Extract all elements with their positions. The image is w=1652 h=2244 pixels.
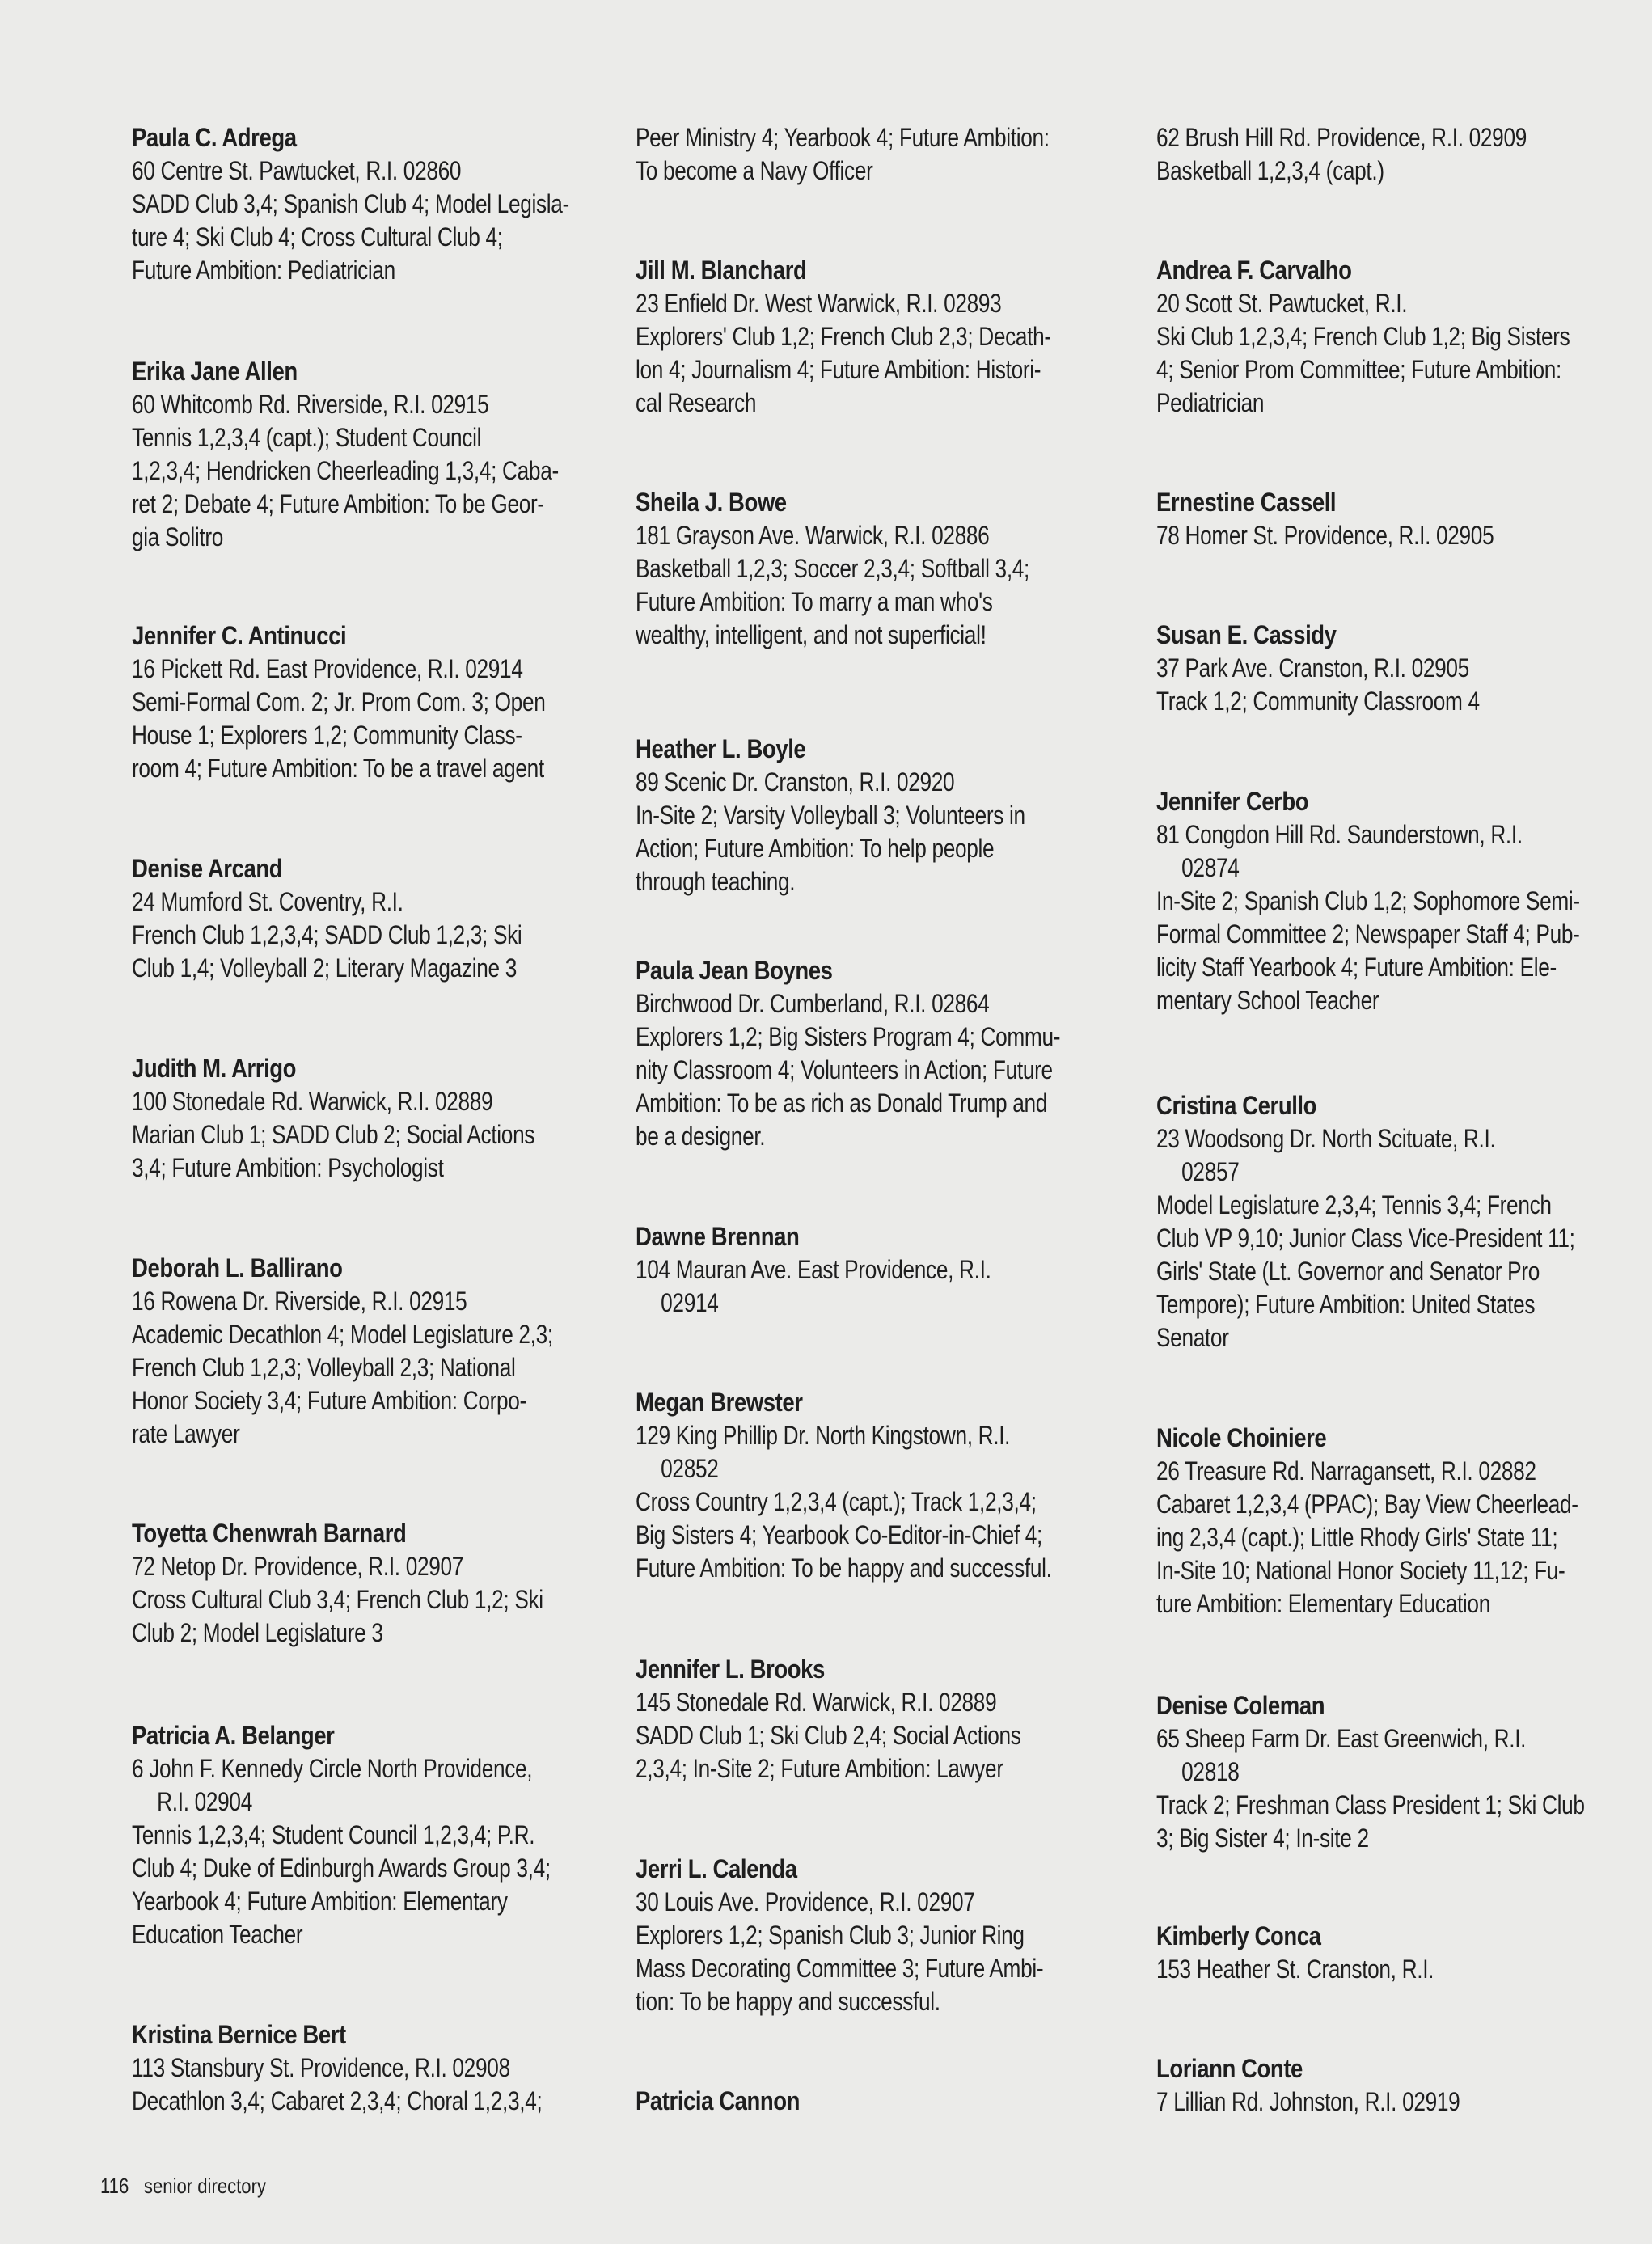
entry-line: 60 Whitcomb Rd. Riverside, R.I. 02915 [132,390,489,419]
entry-line: Track 1,2; Community Classroom 4 [1156,687,1480,716]
entry-line: 16 Pickett Rd. East Providence, R.I. 02914 [132,654,523,683]
student-name: Jennifer L. Brooks [636,1654,825,1684]
entry-line: 65 Sheep Farm Dr. East Greenwich, R.I. [1156,1724,1527,1753]
entry-line: SADD Club 3,4; Spanish Club 4; Model Legisla- [132,189,569,218]
entry-line: 181 Grayson Ave. Warwick, R.I. 02886 [636,521,990,550]
directory-entry [1156,486,1633,552]
student-name: Kristina Bernice Bert [132,2020,346,2049]
entry-line: 7 Lillian Rd. Johnston, R.I. 02919 [1156,2087,1460,2116]
directory-entry [636,1386,1113,1585]
entry-line: French Club 1,2,3; Volleyball 2,3; National [132,1353,516,1382]
entry-line: Tennis 1,2,3,4; Student Council 1,2,3,4; P.R. [132,1820,535,1849]
entry-line: 26 Treasure Rd. Narragansett, R.I. 02882 [1156,1456,1536,1485]
entry-line: 23 Woodsong Dr. North Scituate, R.I. [1156,1124,1496,1153]
directory-entry [132,1052,609,1185]
entry-line: 129 King Phillip Dr. North Kingstown, R.I. [636,1421,1011,1450]
entry-line: 104 Mauran Ave. East Providence, R.I. [636,1255,991,1284]
entry-line: 02852 [661,1454,719,1483]
entry-line: Semi-Formal Com. 2; Jr. Prom Com. 3; Open [132,687,546,716]
directory-entry [1156,785,1633,1017]
entry-line: Club 4; Duke of Edinburgh Awards Group 3,4; [132,1853,551,1883]
entry-line: tion: To be happy and successful. [636,1987,940,2016]
entry-line: Yearbook 4; Future Ambition: Elementary [132,1887,508,1916]
directory-entry [132,1719,609,1951]
entry-line: Senator [1156,1323,1229,1352]
entry-line: 02818 [1181,1757,1240,1786]
student-name: Paula Jean Boynes [636,956,833,985]
entry-line: 89 Scenic Dr. Cranston, R.I. 02920 [636,767,955,797]
entry-line: Cross Country 1,2,3,4 (capt.); Track 1,2,3,4; [636,1487,1037,1516]
entry-line: 30 Louis Ave. Providence, R.I. 02907 [636,1887,975,1916]
entry-line: In-Site 2; Varsity Volleyball 3; Volunteers in [636,801,1025,830]
entry-line: Education Teacher [132,1920,303,1949]
directory-entry [1156,619,1633,718]
entry-line: 113 Stansbury St. Providence, R.I. 02908 [132,2053,510,2082]
entry-line: In-Site 2; Spanish Club 1,2; Sophomore Semi- [1156,886,1580,915]
entry-line: Future Ambition: To be happy and successful. [636,1553,1052,1583]
directory-entry [1156,1689,1633,1855]
entry-line: 6 John F. Kennedy Circle North Providence, [132,1754,533,1783]
entry-line: 23 Enfield Dr. West Warwick, R.I. 02893 [636,289,1002,318]
entry-line: lon 4; Journalism 4; Future Ambition: Histori- [636,355,1041,384]
directory-entry [132,1252,609,1451]
student-name: Denise Arcand [132,854,283,883]
student-name: Susan E. Cassidy [1156,620,1337,649]
entry-line: 37 Park Ave. Cranston, R.I. 02905 [1156,653,1469,682]
student-name: Andrea F. Carvalho [1156,256,1352,285]
entry-line: Mass Decorating Committee 3; Future Ambi- [636,1954,1044,1983]
student-name: Jill M. Blanchard [636,256,807,285]
entry-line: ing 2,3,4 (capt.); Little Rhody Girls' State 11; [1156,1523,1558,1552]
entry-line: 72 Netop Dr. Providence, R.I. 02907 [132,1552,464,1581]
directory-entry [636,954,1113,1153]
entry-line: Future Ambition: Pediatrician [132,256,395,285]
entry-line: 78 Homer St. Providence, R.I. 02905 [1156,521,1494,550]
entry-line: 4; Senior Prom Committee; Future Ambition: [1156,355,1562,384]
student-name: Erika Jane Allen [132,357,298,386]
page-number: 116 [100,2174,129,2198]
student-name: Patricia A. Belanger [132,1721,335,1750]
entry-line: Marian Club 1; SADD Club 2; Social Actions [132,1120,535,1149]
student-name: Jennifer Cerbo [1156,787,1309,816]
student-name: Megan Brewster [636,1388,803,1417]
entry-line: To become a Navy Officer [636,156,873,185]
entry-line: Action; Future Ambition: To help people [636,834,995,863]
entry-line: nity Classroom 4; Volunteers in Action; Future [636,1055,1053,1084]
entry-line: 20 Scott St. Pawtucket, R.I. [1156,289,1408,318]
student-name: Heather L. Boyle [636,734,806,763]
student-name: Jerri L. Calenda [636,1854,797,1883]
entry-line: Explorers 1,2; Big Sisters Program 4; Commu- [636,1022,1061,1051]
directory-entry [132,852,609,985]
directory-entry [1156,121,1633,188]
directory-entry [1156,1920,1633,1986]
directory-entry [132,1517,609,1650]
entry-line: Birchwood Dr. Cumberland, R.I. 02864 [636,989,990,1018]
entry-line: 02857 [1181,1157,1240,1186]
entry-line: Basketball 1,2,3,4 (capt.) [1156,156,1384,185]
directory-entry [1156,2052,1633,2119]
student-name: Sheila J. Bowe [636,488,787,517]
entry-line: Model Legislature 2,3,4; Tennis 3,4; French [1156,1190,1552,1219]
entry-line: 81 Congdon Hill Rd. Saunderstown, R.I. [1156,820,1523,849]
student-name: Paula C. Adrega [132,123,297,152]
entry-line: Explorers' Club 1,2; French Club 2,3; Decath- [636,322,1051,351]
student-name: Deborah L. Ballirano [132,1253,343,1283]
student-name: Dawne Brennan [636,1222,800,1251]
entry-line: 62 Brush Hill Rd. Providence, R.I. 02909 [1156,123,1527,152]
entry-line: In-Site 10; National Honor Society 11,12; Fu- [1156,1556,1565,1585]
entry-line: Cross Cultural Club 3,4; French Club 1,2; Ski [132,1585,543,1614]
entry-line: ture 4; Ski Club 4; Cross Cultural Club 4; [132,222,503,251]
directory-entry [132,2018,609,2118]
entry-line: 153 Heather St. Cranston, R.I. [1156,1955,1434,1984]
directory-entry [636,486,1113,652]
entry-line: Cabaret 1,2,3,4 (PPAC); Bay View Cheerlead- [1156,1490,1578,1519]
entry-line: 1,2,3,4; Hendricken Cheerleading 1,3,4; Caba- [132,456,559,485]
entry-line: cal Research [636,388,757,417]
directory-entry [636,2085,1113,2118]
directory-entry [636,121,1113,188]
entry-line: mentary School Teacher [1156,986,1379,1015]
entry-line: 02874 [1181,853,1240,882]
directory-entry [636,1853,1113,2018]
student-name: Judith M. Arrigo [132,1054,297,1083]
entry-line: ret 2; Debate 4; Future Ambition: To be Geor- [132,489,544,518]
entry-line: 2,3,4; In-Site 2; Future Ambition: Lawyer [636,1754,1003,1783]
entry-line: Explorers 1,2; Spanish Club 3; Junior Ring [636,1921,1025,1950]
entry-line: 3; Big Sister 4; In-site 2 [1156,1824,1369,1853]
directory-entry [636,1653,1113,1785]
entry-line: 100 Stonedale Rd. Warwick, R.I. 02889 [132,1087,493,1116]
student-name: Ernestine Cassell [1156,488,1337,517]
directory-entry [132,121,609,287]
entry-line: licity Staff Yearbook 4; Future Ambition: Ele- [1156,953,1557,982]
entry-line: ture Ambition: Elementary Education [1156,1589,1490,1618]
entry-line: gia Solitro [132,522,224,551]
entry-line: Academic Decathlon 4; Model Legislature 2,3; [132,1320,553,1349]
directory-entry [1156,254,1633,420]
directory-entry [1156,1089,1633,1354]
entry-line: House 1; Explorers 1,2; Community Class- [132,721,522,750]
entry-line: Club 1,4; Volleyball 2; Literary Magazine 3 [132,953,517,983]
page-footer [100,2174,266,2198]
student-name: Loriann Conte [1156,2054,1303,2083]
entry-line: Club VP 9,10; Junior Class Vice-President 11; [1156,1223,1575,1253]
student-name: Patricia Cannon [636,2086,801,2115]
entry-line: Girls' State (Lt. Governor and Senator Pro [1156,1257,1540,1286]
entry-line: R.I. 02904 [157,1787,252,1816]
entry-line: Track 2; Freshman Class President 1; Ski Club [1156,1790,1585,1819]
entry-line: Ambition: To be as rich as Donald Trump and [636,1088,1048,1118]
entry-line: 02914 [661,1288,719,1317]
student-name: Nicole Choiniere [1156,1423,1327,1452]
entry-line: Formal Committee 2; Newspaper Staff 4; Pub- [1156,919,1580,949]
entry-line: SADD Club 1; Ski Club 2,4; Social Actions [636,1721,1021,1750]
entry-line: 16 Rowena Dr. Riverside, R.I. 02915 [132,1287,467,1316]
entry-line: Tempore); Future Ambition: United States [1156,1290,1536,1319]
entry-line: rate Lawyer [132,1419,240,1448]
entry-line: be a designer. [636,1122,766,1151]
student-name: Denise Coleman [1156,1691,1325,1720]
entry-line: Club 2; Model Legislature 3 [132,1618,383,1647]
entry-line: 24 Mumford St. Coventry, R.I. [132,887,403,916]
entry-line: Ski Club 1,2,3,4; French Club 1,2; Big Sisters [1156,322,1570,351]
entry-line: 3,4; Future Ambition: Psychologist [132,1153,444,1182]
entry-line: Peer Ministry 4; Yearbook 4; Future Ambition: [636,123,1050,152]
student-name: Toyetta Chenwrah Barnard [132,1519,407,1548]
directory-entry [132,355,609,554]
entry-line: 145 Stonedale Rd. Warwick, R.I. 02889 [636,1688,997,1717]
directory-entry [636,733,1113,898]
entry-line: room 4; Future Ambition: To be a travel agent [132,754,544,783]
entry-line: 60 Centre St. Pawtucket, R.I. 02860 [132,156,462,185]
entry-line: Honor Society 3,4; Future Ambition: Corpo- [132,1386,526,1415]
student-name: Jennifer C. Antinucci [132,621,347,650]
entry-line: Basketball 1,2,3; Soccer 2,3,4; Softball 3,4; [636,554,1030,583]
student-name: Cristina Cerullo [1156,1091,1317,1120]
entry-line: Tennis 1,2,3,4 (capt.); Student Council [132,423,482,452]
entry-line: Big Sisters 4; Yearbook Co-Editor-in-Chief 4; [636,1520,1043,1549]
directory-entry [636,1220,1113,1320]
student-name: Kimberly Conca [1156,1921,1321,1950]
section-label: senior directory [143,2174,267,2198]
entry-line: wealthy, intelligent, and not superficial! [636,620,987,649]
entry-line: Future Ambition: To marry a man who's [636,587,993,616]
directory-entry [1156,1422,1633,1621]
directory-entry [132,619,609,785]
entry-line: Pediatrician [1156,388,1265,417]
entry-line: Decathlon 3,4; Cabaret 2,3,4; Choral 1,2,3,4; [132,2086,543,2115]
directory-entry [636,254,1113,420]
entry-line: through teaching. [636,867,796,896]
entry-line: French Club 1,2,3,4; SADD Club 1,2,3; Ski [132,920,522,949]
